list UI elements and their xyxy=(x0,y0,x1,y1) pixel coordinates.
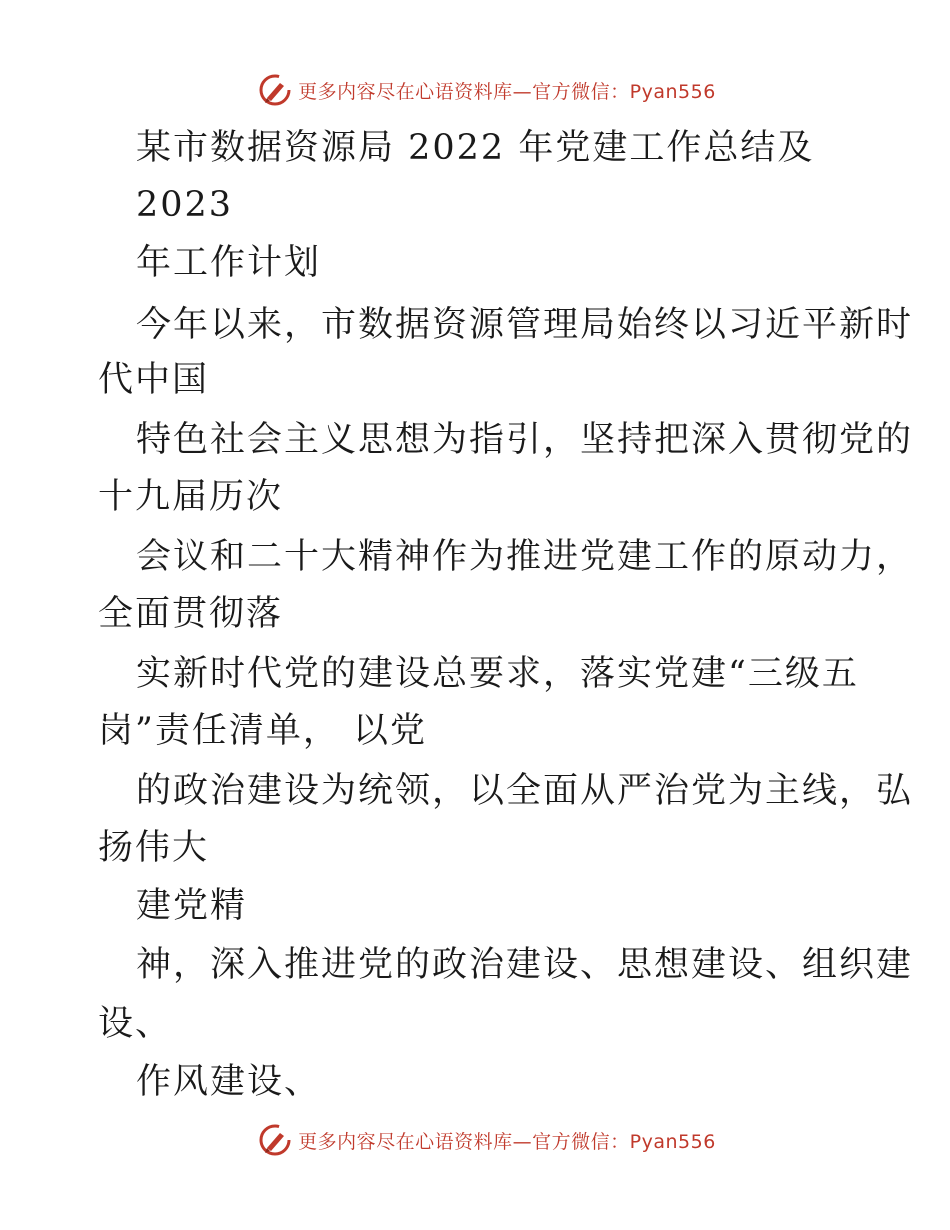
doc-line: 设、 xyxy=(98,1004,173,1044)
doc-line: 某市数据资源局 2022 年党建工作总结及 xyxy=(136,128,815,168)
doc-line: 今年以来，市数据资源管理局始终以习近平新时 xyxy=(136,305,914,345)
doc-line: 的政治建设为统领，以全面从严治党为主线，弘 xyxy=(136,771,914,811)
doc-line: 神，深入推进党的政治建设、思想建设、组织建 xyxy=(136,945,914,985)
pen-logo-icon xyxy=(258,73,292,107)
doc-line: 作风建设、 xyxy=(136,1062,322,1102)
doc-line: 年工作计划 xyxy=(136,243,322,283)
pen-logo-icon xyxy=(258,1123,292,1157)
footer-watermark-banner xyxy=(0,1120,950,1160)
doc-line: 特色社会主义思想为指引，坚持把深入贯彻党的 xyxy=(136,420,914,460)
doc-line: 实新时代党的建设总要求，落实党建“三级五 xyxy=(136,654,859,694)
doc-line: 代中国 xyxy=(98,360,210,400)
doc-line: 2023 xyxy=(136,185,234,225)
doc-line: 岗”责任清单， 以党 xyxy=(98,711,428,751)
doc-line: 会议和二十大精神作为推进党建工作的原动力， xyxy=(136,537,914,577)
doc-line: 十九届历次 xyxy=(98,477,284,517)
watermark-text: 更多内容尽在心语资料库—官方微信：Pyan556 xyxy=(298,80,716,103)
doc-line: 全面贯彻落 xyxy=(98,594,284,634)
doc-line: 扬伟大 xyxy=(98,828,210,868)
doc-line: 建党精 xyxy=(136,886,248,926)
header-watermark-banner xyxy=(0,70,950,110)
watermark-text: 更多内容尽在心语资料库—官方微信：Pyan556 xyxy=(298,1130,716,1153)
